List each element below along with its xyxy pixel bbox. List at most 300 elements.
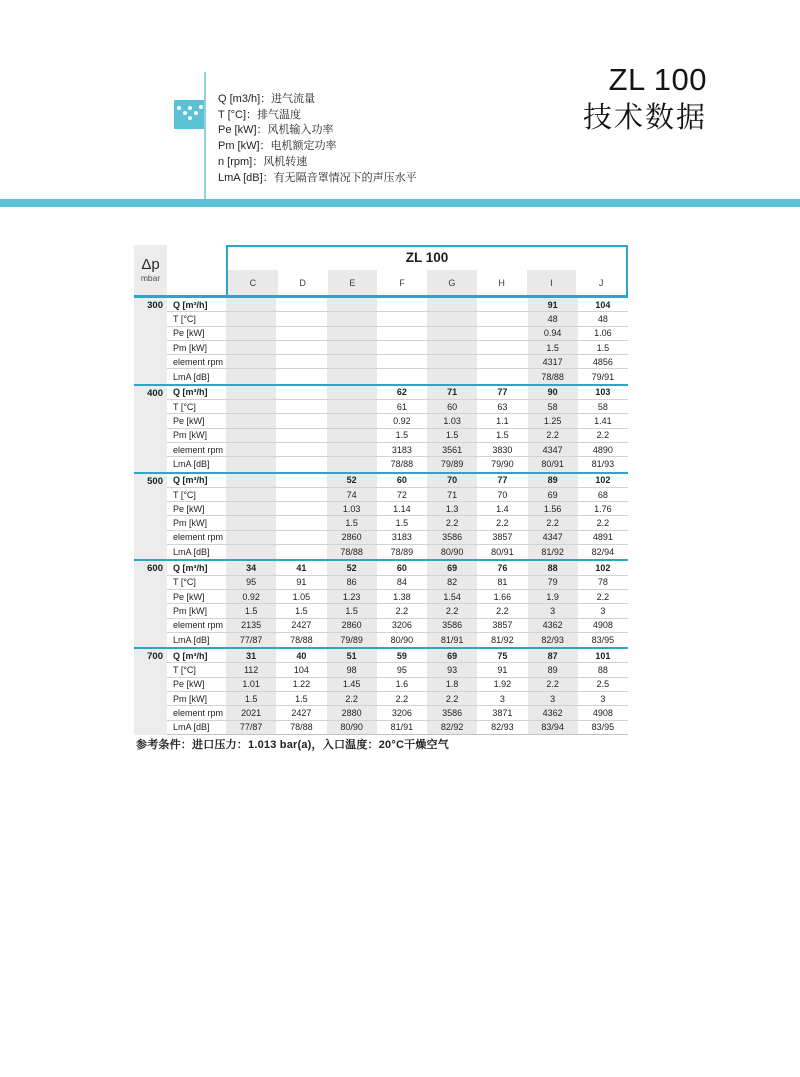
table-row — [167, 341, 628, 355]
table-cell: 4908 — [592, 620, 613, 631]
table-cell: 77 — [497, 387, 508, 398]
table-cell: 83/95 — [591, 634, 615, 645]
table-cell: 78/89 — [390, 547, 414, 558]
table-cell: 60 — [427, 400, 477, 413]
table-cell: 84 — [396, 577, 407, 588]
pressure-group — [134, 647, 628, 735]
table-row — [167, 312, 628, 326]
table-cell: 80/90 — [327, 721, 377, 734]
table-cell: 82/93 — [491, 722, 514, 733]
table-cell: 3857 — [492, 620, 513, 631]
table-row — [167, 663, 628, 677]
table-row — [167, 590, 628, 604]
table-cell: 91 — [528, 298, 578, 311]
logo-dot — [183, 111, 187, 115]
row-label: Pm [kW] — [173, 605, 207, 616]
table-cell: 1.22 — [292, 679, 311, 690]
table-cell — [276, 443, 326, 456]
table-cell: 60 — [396, 475, 407, 486]
pressure-group — [134, 472, 628, 560]
table-cell: 2021 — [226, 706, 276, 719]
table-cell: 1.5 — [528, 341, 578, 354]
table-cell: 101 — [595, 650, 611, 661]
table-cell: 1.5 — [327, 516, 377, 529]
table-cell: 79/91 — [591, 371, 615, 382]
table-cell: 78/88 — [390, 459, 414, 470]
pressure-value: 600 — [134, 561, 167, 647]
table-cell: 2.2 — [528, 429, 578, 442]
table-cell: 2.2 — [395, 605, 409, 616]
table-cell: 81/92 — [491, 634, 514, 645]
table-cell: 78/88 — [528, 369, 578, 383]
table-cell: 61 — [396, 401, 407, 412]
table-cell: 82 — [427, 576, 477, 589]
table-cell: 82/94 — [591, 547, 615, 558]
table-cell: 3 — [600, 605, 606, 616]
table-cell: 1.5 — [327, 604, 377, 617]
table-cell — [327, 341, 377, 354]
table-cell — [327, 443, 377, 456]
table-cell: 1.92 — [493, 679, 512, 690]
table-row — [167, 298, 628, 312]
table-cell: 68 — [597, 489, 608, 500]
table-cell — [477, 369, 527, 383]
table-row — [167, 386, 628, 400]
table-row — [167, 531, 628, 545]
table-cell — [427, 312, 477, 325]
table-cell: 77 — [497, 475, 508, 486]
table-cell: 1.5 — [226, 604, 276, 617]
table-cell: 2.2 — [427, 604, 477, 617]
table-cell — [226, 457, 276, 471]
table-cell: 4890 — [592, 444, 613, 455]
table-cell: 2.2 — [427, 692, 477, 705]
header-spacer — [167, 245, 226, 295]
table-cell: 82/92 — [427, 721, 477, 734]
column-letter: H — [498, 277, 505, 288]
table-cell: 52 — [327, 474, 377, 487]
row-label: Pm [kW] — [173, 342, 207, 353]
table-cell: 83/94 — [528, 721, 578, 734]
legend-item: Pe [kW]：风机输入功率 — [218, 124, 334, 137]
table-row — [167, 678, 628, 692]
table-cell — [427, 355, 477, 368]
legend-item: Q [m3/h]：进气流量 — [218, 93, 316, 105]
table-cell — [226, 545, 276, 559]
table-cell: 1.06 — [594, 328, 612, 339]
table-cell: 58 — [528, 400, 578, 413]
table-cell: 1.66 — [493, 591, 512, 602]
table-row — [167, 327, 628, 341]
table-cell — [327, 386, 377, 399]
table-row — [167, 604, 628, 618]
table-cell: 91 — [497, 665, 508, 676]
table-cell: 76 — [497, 562, 508, 573]
pressure-value: 400 — [134, 386, 167, 472]
table-cell: 2135 — [226, 619, 276, 632]
table-cell: 2.2 — [528, 678, 578, 691]
table-cell: 3871 — [492, 707, 513, 718]
table-cell: 2.2 — [528, 516, 578, 529]
table-cell — [226, 443, 276, 456]
table-row — [167, 457, 628, 471]
row-label: Pm [kW] — [173, 430, 207, 441]
table-cell: 52 — [327, 561, 377, 574]
row-label: element rpm — [173, 532, 224, 543]
table-row — [167, 721, 628, 735]
table-cell: 3586 — [427, 706, 477, 719]
table-row — [167, 400, 628, 414]
table-row — [167, 561, 628, 575]
table-row — [167, 516, 628, 530]
row-label: Q [m³/h] — [173, 562, 208, 573]
table-cell: 1.4 — [496, 503, 509, 514]
table-cell — [377, 312, 427, 325]
table-cell — [477, 312, 527, 325]
table-cell: 1.41 — [594, 416, 612, 427]
pressure-group — [134, 384, 628, 472]
row-label: Pe [kW] — [173, 591, 205, 602]
table-cell — [226, 414, 276, 427]
table-row — [167, 706, 628, 720]
table-cell: 102 — [595, 475, 611, 486]
table-row — [167, 502, 628, 516]
table-cell: 1.01 — [226, 678, 276, 691]
table-cell: 90 — [528, 386, 578, 399]
table-cell: 1.8 — [427, 678, 477, 691]
row-label: T [°C] — [173, 577, 196, 588]
table-cell: 78 — [597, 577, 608, 588]
dp-symbol: Δp — [141, 256, 160, 273]
table-cell: 2860 — [327, 531, 377, 544]
table-cell: 1.3 — [427, 502, 477, 515]
table-cell — [276, 545, 326, 559]
table-cell: 0.94 — [528, 327, 578, 340]
row-label: Pe [kW] — [173, 416, 205, 427]
table-cell: 58 — [597, 401, 608, 412]
table-cell: 71 — [427, 488, 477, 501]
table-cell: 2.2 — [327, 692, 377, 705]
table-cell — [427, 369, 477, 383]
table-cell — [377, 369, 427, 383]
table-cell: 112 — [226, 663, 276, 676]
model-header-label: ZL 100 — [405, 250, 449, 265]
table-cell: 3 — [528, 604, 578, 617]
table-cell: 4362 — [528, 619, 578, 632]
table-row — [167, 369, 628, 383]
table-cell — [226, 355, 276, 368]
table-cell: 79/89 — [327, 633, 377, 647]
table-cell — [276, 327, 326, 340]
table-cell — [477, 341, 527, 354]
table-cell: 3183 — [391, 444, 412, 455]
row-label: T [°C] — [173, 665, 196, 676]
table-cell — [276, 457, 326, 471]
table-cell: 98 — [327, 663, 377, 676]
table-cell: 1.45 — [327, 678, 377, 691]
row-label: LmA [dB] — [173, 371, 210, 382]
pressure-value: 500 — [134, 474, 167, 560]
table-cell — [276, 298, 326, 311]
table-cell — [477, 327, 527, 340]
table-cell: 1.5 — [496, 430, 509, 441]
table-cell: 81/91 — [427, 633, 477, 647]
table-cell: 1.23 — [327, 590, 377, 603]
logo-dot — [188, 116, 192, 120]
row-label: element rpm — [173, 444, 224, 455]
table-cell: 2.2 — [596, 518, 610, 529]
model-header-box — [226, 245, 628, 295]
logo-dot — [188, 106, 192, 110]
table-cell: 87 — [528, 649, 578, 662]
table-cell: 1.5 — [427, 429, 477, 442]
table-cell — [226, 516, 276, 529]
group-rows — [167, 474, 628, 560]
table-cell: 4347 — [528, 531, 578, 544]
table-cell: 4856 — [592, 356, 613, 367]
row-label: Q [m³/h] — [173, 387, 208, 398]
table-cell — [427, 327, 477, 340]
legend-item: LmA [dB]：有无隔音罩情况下的声压水平 — [218, 171, 417, 184]
column-letter: F — [399, 277, 405, 288]
group-rows — [167, 386, 628, 472]
table-cell — [327, 457, 377, 471]
table-row — [167, 545, 628, 559]
row-label: LmA [dB] — [173, 722, 210, 733]
table-cell: 2.2 — [596, 591, 610, 602]
legend-block — [218, 92, 417, 186]
row-label: Q [m³/h] — [173, 650, 208, 661]
row-label: LmA [dB] — [173, 547, 210, 558]
table-cell — [226, 488, 276, 501]
table-cell: 41 — [296, 562, 307, 573]
model-title: ZL 100 — [608, 62, 707, 97]
logo-dot — [177, 106, 181, 110]
table-cell: 1.05 — [292, 591, 311, 602]
table-cell: 2.2 — [427, 516, 477, 529]
row-label: Pe [kW] — [173, 503, 205, 514]
table-cell: 75 — [497, 650, 508, 661]
table-cell — [327, 414, 377, 427]
table-cell: 3206 — [391, 620, 412, 631]
table-cell — [276, 502, 326, 515]
table-cell: 78/88 — [290, 722, 313, 733]
table-cell — [226, 474, 276, 487]
table-cell: 91 — [296, 577, 307, 588]
group-rows — [167, 649, 628, 735]
pressure-value: 300 — [134, 298, 167, 384]
table-cell: 1.03 — [327, 502, 377, 515]
legend-item: Pm [kW]：电机额定功率 — [218, 140, 337, 153]
table-cell: 4362 — [528, 706, 578, 719]
table-cell: 80/91 — [528, 457, 578, 471]
table-cell — [327, 369, 377, 383]
table-cell — [276, 429, 326, 442]
table-cell: 1.9 — [528, 590, 578, 603]
table-row — [167, 649, 628, 663]
table-cell: 48 — [528, 312, 578, 325]
table-cell: 80/90 — [390, 634, 414, 645]
table-cell — [276, 488, 326, 501]
pressure-group — [134, 298, 628, 384]
column-letter: J — [598, 277, 604, 288]
table-cell: 95 — [226, 576, 276, 589]
table-cell — [377, 298, 427, 311]
table-cell: 1.38 — [393, 591, 411, 602]
table-cell: 81/91 — [390, 722, 414, 733]
table-cell: 3 — [499, 693, 505, 704]
page-title — [583, 62, 707, 138]
table-cell: 63 — [497, 401, 508, 412]
table-cell: 69 — [427, 561, 477, 574]
row-label: LmA [dB] — [173, 634, 210, 645]
table-cell: 82/93 — [528, 633, 578, 647]
table-cell: 69 — [427, 649, 477, 662]
table-cell: 79 — [528, 576, 578, 589]
table-cell — [226, 327, 276, 340]
table-cell — [327, 298, 377, 311]
table-cell: 62 — [396, 387, 407, 398]
table-cell: 78/88 — [327, 545, 377, 559]
row-label: Q [m³/h] — [173, 475, 208, 486]
table-cell — [327, 327, 377, 340]
table-cell — [276, 369, 326, 383]
group-rows — [167, 561, 628, 647]
table-cell — [276, 312, 326, 325]
table-cell: 3857 — [492, 532, 513, 543]
table-cell — [226, 400, 276, 413]
table-cell: 1.1 — [496, 416, 509, 427]
header-divider — [204, 72, 206, 199]
table-cell — [226, 502, 276, 515]
table-row — [167, 429, 628, 443]
table-cell: 79/89 — [427, 457, 477, 471]
legend-item: n [rpm]：风机转速 — [218, 155, 308, 168]
table-cell: 80/90 — [427, 545, 477, 559]
table-cell — [377, 327, 427, 340]
table-cell: 81/93 — [591, 459, 615, 470]
group-rows — [167, 298, 628, 384]
table-cell: 3206 — [391, 707, 412, 718]
table-cell: 71 — [427, 386, 477, 399]
table-cell: 48 — [597, 313, 608, 324]
row-label: Q [m³/h] — [173, 299, 208, 310]
dp-unit: mbar — [140, 273, 161, 283]
table-cell: 2.2 — [496, 518, 509, 529]
legend-item: T [°C]：排气温度 — [218, 108, 302, 121]
table-cell: 3183 — [391, 532, 412, 543]
table-cell: 40 — [296, 650, 307, 661]
table-cell — [276, 386, 326, 399]
column-letter: E — [328, 270, 378, 295]
table-cell — [327, 400, 377, 413]
table-row — [167, 633, 628, 647]
table-cell: 89 — [528, 663, 578, 676]
table-cell: 1.5 — [295, 605, 308, 616]
table-cell: 51 — [327, 649, 377, 662]
table-cell: 0.92 — [393, 416, 411, 427]
table-cell: 69 — [528, 488, 578, 501]
table-cell: 4317 — [528, 355, 578, 368]
table-cell: 103 — [595, 387, 611, 398]
table-cell — [377, 355, 427, 368]
table-cell — [276, 341, 326, 354]
table-cell: 1.56 — [528, 502, 578, 515]
table-cell: 77/87 — [226, 721, 276, 734]
table-cell: 80/91 — [491, 547, 514, 558]
table-cell: 79/90 — [491, 459, 514, 470]
row-label: Pe [kW] — [173, 679, 205, 690]
table-cell: 3 — [600, 693, 606, 704]
table-cell — [226, 298, 276, 311]
table-cell: 1.25 — [528, 414, 578, 427]
brand-logo-icon — [174, 100, 205, 129]
table-cell — [427, 298, 477, 311]
table-cell: 2860 — [327, 619, 377, 632]
table-cell — [276, 400, 326, 413]
column-letter: I — [527, 270, 577, 295]
table-cell — [276, 355, 326, 368]
table-cell: 1.5 — [395, 518, 409, 529]
table-body — [134, 298, 628, 735]
table-cell — [276, 531, 326, 544]
table-cell: 70 — [427, 474, 477, 487]
table-cell: 86 — [327, 576, 377, 589]
table-cell: 89 — [528, 474, 578, 487]
table-cell: 31 — [226, 649, 276, 662]
table-cell: 3586 — [427, 619, 477, 632]
table-cell: 2.2 — [496, 605, 509, 616]
row-label: element rpm — [173, 707, 224, 718]
accent-bar — [0, 199, 800, 207]
table-cell: 3 — [528, 692, 578, 705]
column-letter: D — [299, 277, 306, 288]
table-cell: 3586 — [427, 531, 477, 544]
table-cell: 104 — [595, 299, 611, 310]
table-row — [167, 619, 628, 633]
table-cell: 1.03 — [427, 414, 477, 427]
table-cell: 81 — [497, 577, 508, 588]
table-cell: 93 — [427, 663, 477, 676]
row-label: Pe [kW] — [173, 328, 205, 339]
table-cell: 1.54 — [427, 590, 477, 603]
table-cell — [327, 355, 377, 368]
table-cell: 2880 — [327, 706, 377, 719]
table-cell — [477, 355, 527, 368]
table-cell: 1.5 — [596, 342, 610, 353]
table-cell: 1.5 — [395, 430, 409, 441]
table-cell: 1.5 — [295, 693, 308, 704]
table-cell: 77/87 — [226, 633, 276, 647]
row-label: element rpm — [173, 620, 224, 631]
pressure-unit-header — [134, 245, 167, 295]
table-cell: 60 — [396, 562, 407, 573]
subtitle: 技术数据 — [582, 102, 707, 134]
table-cell — [276, 414, 326, 427]
column-letter: G — [427, 270, 477, 295]
table-cell: 2.2 — [596, 430, 610, 441]
row-label: LmA [dB] — [173, 459, 210, 470]
table-row — [167, 474, 628, 488]
table-cell: 2.5 — [596, 679, 610, 690]
table-cell: 4891 — [592, 532, 613, 543]
table-cell: 1.76 — [594, 503, 612, 514]
table-cell: 2427 — [291, 620, 312, 631]
table-cell: 1.6 — [395, 679, 409, 690]
table-cell — [226, 531, 276, 544]
table-cell — [327, 429, 377, 442]
table-cell: 88 — [597, 665, 608, 676]
